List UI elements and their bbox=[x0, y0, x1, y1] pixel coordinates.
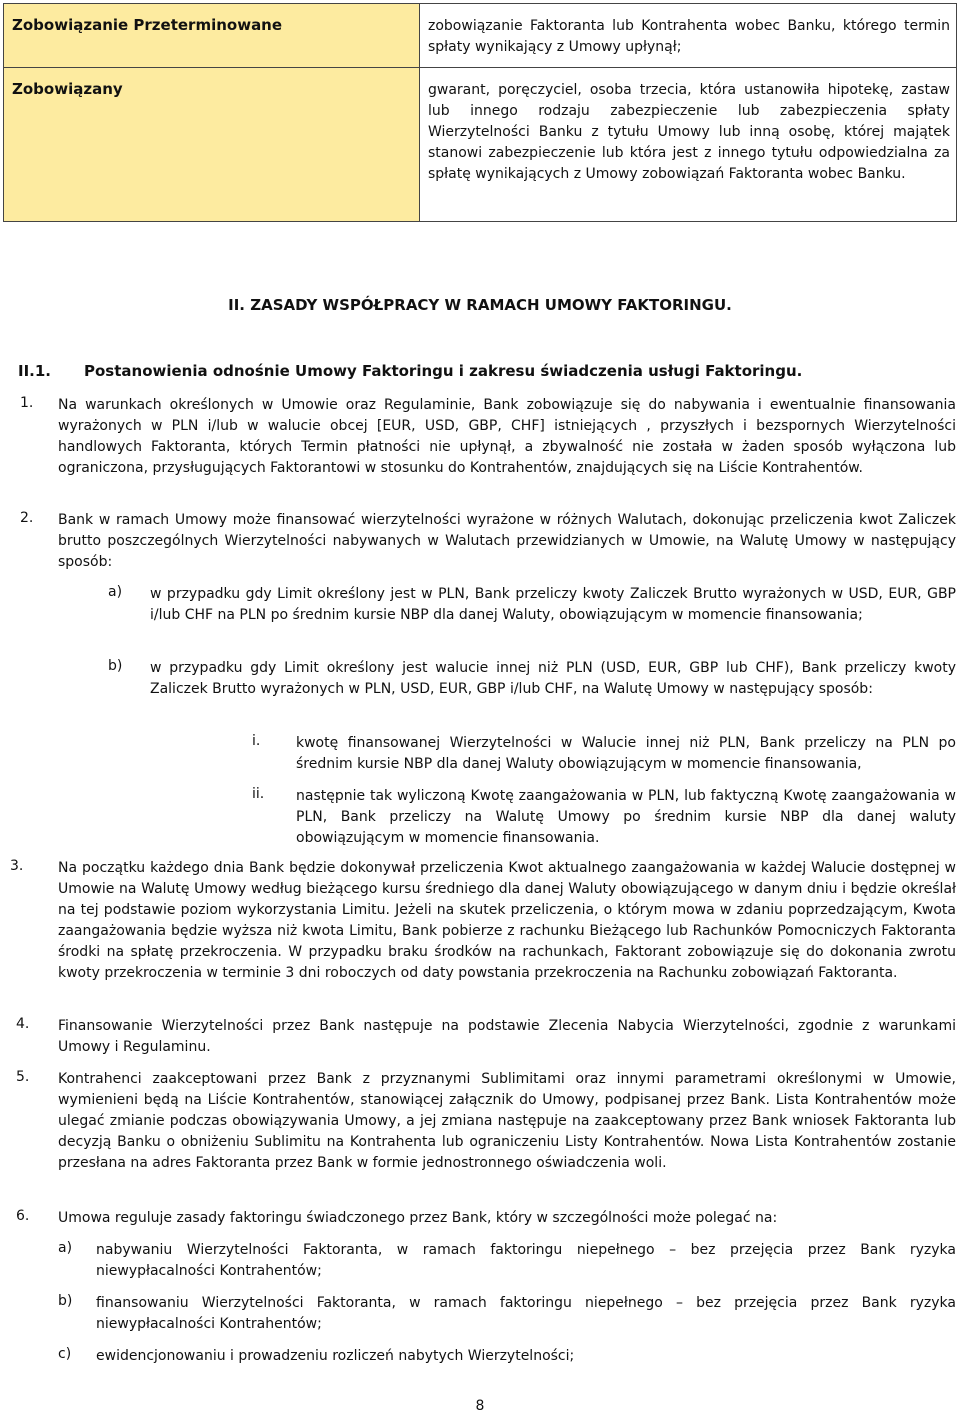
paragraph-number: 1. bbox=[20, 395, 34, 411]
list-item-text: ewidencjonowaniu i prowadzeniu rozliczeń nabytych Wierzytelności; bbox=[96, 1348, 575, 1364]
paragraph-text: Finansowanie Wierzytelności przez Bank następuje na podstawie Zlecenia Nabycia Wierzytelności, zgodnie z warunkami Umowy i Regulaminu. bbox=[58, 1018, 956, 1055]
paragraph-number: 4. bbox=[16, 1016, 30, 1032]
list-item-text: następnie tak wyliczoną Kwotę zaangażowania w PLN, lub faktyczną Kwotę zaangażowania w PLN, Bank przeliczy na Walutę Umowy po średnim kursie NBP dla danej waluty obowiązującym w momencie finansowania. bbox=[296, 788, 956, 846]
definition-text: gwarant, poręczyciel, osoba trzecia, która ustanowiła hipotekę, zastaw lub innego rodzaju zabezpieczenie lub zabezpieczenia spłaty Wierzytelności Banku z tytułu Umowy lub inną osobę, której majątek stanowi zabezpieczenie lub która jest z innego tytułu odpowiedzialna za spłatę wynikających z Umowy zobowiązań Faktoranta wobec Banku. bbox=[420, 68, 957, 222]
paragraph-text: Na warunkach określonych w Umowie oraz Regulaminie, Bank zobowiązuje się do nabywania i ewentualnie finansowania wyrażonych w PLN i/lub w walucie obcej [EUR, USD, GBP, CHF] istniejących , przyszłych i bezspornych Wierzytelności handlowych Faktoranta, których Termin płatności nie upłynął, a zbywalność nie została w żaden sposób wyłączona lub ograniczona, przysługujących Faktorantowi w stosunku do Kontrahentów, znajdujących się na Liście Kontrahentów. bbox=[58, 397, 956, 476]
page-number: 8 bbox=[475, 1398, 485, 1414]
section-title: II. ZASADY WSPÓŁPRACY W RAMACH UMOWY FAKTORINGU. bbox=[228, 296, 732, 314]
list-marker: c) bbox=[58, 1346, 72, 1362]
definition-term: Zobowiązany bbox=[4, 68, 420, 222]
list-marker: ii. bbox=[252, 786, 265, 802]
list-item-text: kwotę finansowanej Wierzytelności w Walucie innej niż PLN, Bank przeliczy na PLN po średnim kursie NBP dla danej Waluty obowiązującym w momencie finansowania, bbox=[296, 735, 956, 772]
subsection-title: Postanowienia odnośnie Umowy Faktoringu i zakresu świadczenia usługi Faktoringu. bbox=[84, 362, 803, 380]
paragraph-text: Bank w ramach Umowy może finansować wierzytelności wyrażone w różnych Walutach, dokonując przeliczenia kwot Zaliczek brutto poszczególnych Wierzytelności nabywanych w Walutach przewidzianych w Umowie, na Walutę Umowy w następujący sposób: bbox=[58, 512, 956, 570]
subsection-number: II.1. bbox=[18, 362, 51, 380]
paragraph-number: 6. bbox=[16, 1208, 30, 1224]
paragraph-text: Umowa reguluje zasady faktoringu świadczonego przez Bank, który w szczególności może polegać na: bbox=[58, 1210, 778, 1226]
paragraph-number: 5. bbox=[16, 1069, 30, 1085]
list-item-text: w przypadku gdy Limit określony jest walucie innej niż PLN (USD, EUR, GBP lub CHF), Bank przeliczy kwoty Zaliczek Brutto wyrażonych w PLN, USD, EUR, GBP i/lub CHF, na Walutę Umowy w następujący sposób: bbox=[150, 660, 956, 697]
definition-text: zobowiązanie Faktoranta lub Kontrahenta wobec Banku, którego termin spłaty wynikający z Umowy upłynął; bbox=[420, 4, 957, 68]
list-item-text: nabywaniu Wierzytelności Faktoranta, w ramach faktoringu niepełnego – bez przejęcia przez Bank ryzyka niewypłacalności Kontrahentów; bbox=[96, 1242, 956, 1279]
definition-row bbox=[4, 68, 957, 222]
list-marker: a) bbox=[58, 1240, 73, 1256]
list-marker: a) bbox=[108, 584, 123, 600]
list-item-text: finansowaniu Wierzytelności Faktoranta, w ramach faktoringu niepełnego – bez przejęcia przez Bank ryzyka niewypłacalności Kontrahentów; bbox=[96, 1295, 956, 1332]
list-marker: b) bbox=[58, 1293, 73, 1309]
definition-term: Zobowiązanie Przeterminowane bbox=[4, 4, 420, 68]
paragraph-text: Kontrahenci zaakceptowani przez Bank z przyznanymi Sublimitami oraz innymi parametrami określonymi w Umowie, wymienieni będą na Liście Kontrahentów, stanowiącej załącznik do Umowy, podpisanej przez Bank. Lista Kontrahentów może ulegać zmianie podczas obowiązywania Umowy, a jej zmiana następuje na zaakceptowany przez Bank wniosek Faktoranta lub decyzją Banku o obniżeniu Sublimitu na Kontrahenta lub ograniczeniu Listy Kontrahentów. Nowa Lista Kontrahentów zostanie przesłana na adres Faktoranta przez Bank w formie jednostronnego oświadczenia woli. bbox=[58, 1071, 956, 1171]
paragraph-number: 2. bbox=[20, 510, 34, 526]
definitions-table bbox=[3, 3, 957, 222]
list-item-text: w przypadku gdy Limit określony jest w PLN, Bank przeliczy kwoty Zaliczek Brutto wyrażonych w USD, EUR, GBP i/lub CHF na PLN po średnim kursie NBP dla danej Waluty, obowiązującym w momencie finansowania; bbox=[150, 586, 956, 623]
paragraph-number: 3. bbox=[10, 858, 24, 874]
paragraph-text: Na początku każdego dnia Bank będzie dokonywał przeliczenia Kwot aktualnego zaangażowania w każdej Walucie dostępnej w Umowie na Walutę Umowy według bieżącego kursu średniego dla danej Waluty obowiązującego w danym dniu i będzie określał na tej podstawie poziom wykorzystania Limitu. Jeżeli na skutek przeliczenia, o którym mowa w zdaniu poprzedzającym, Kwota zaangażowania będzie wyższa niż kwota Limitu, Bank pobierze z rachunku Bieżącego lub Rachunków Pomocniczych Faktoranta środki na spłatę przekroczenia. W przypadku braku środków na rachunkach, Faktorant zobowiązuje się do dokonania zwrotu kwoty przekroczenia w terminie 3 dni roboczych od daty powstania przekroczenia na Rachunku zobowiązań Faktoranta. bbox=[58, 860, 956, 981]
definition-row bbox=[4, 4, 957, 68]
list-marker: i. bbox=[252, 733, 261, 749]
list-marker: b) bbox=[108, 658, 123, 674]
